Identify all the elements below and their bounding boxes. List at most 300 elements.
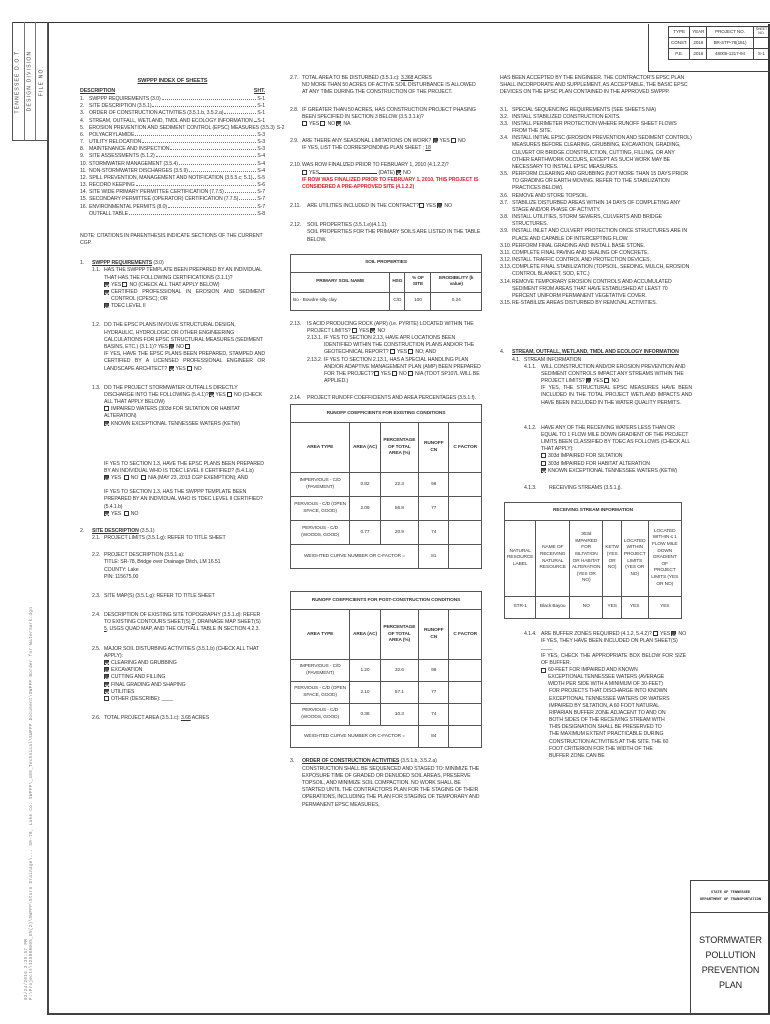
table-header: PRIMARY SOIL NAME — [291, 272, 390, 292]
tb-cell: 2016 — [690, 38, 707, 49]
table-row — [291, 704, 482, 726]
checkbox-final-grading[interactable] — [104, 682, 109, 687]
q-text: WILL CONSTRUCTION AND/OR EROSION PREVENTION AND SEDIMENT CONTROLS IMPACT ANY STREAMS WITHIN THE PROJECT LIMITS? — [541, 363, 686, 385]
plot-date: 02/24/2016 3:35:57 PM — [25, 938, 29, 1000]
leader-dots — [129, 211, 256, 215]
index-item — [80, 189, 265, 196]
index-num: 14. — [80, 189, 87, 196]
table-cell: WEIGHTED CURVE NUMBER OR C-FACTOR = — [291, 545, 419, 569]
table-cell: 74 — [418, 704, 449, 726]
table-cell: 1.20 — [350, 660, 381, 682]
q-num: 4.1.1. — [524, 363, 537, 370]
weighted-c — [449, 726, 482, 748]
checkbox-yes[interactable] — [390, 349, 395, 354]
receiving-stream-table — [504, 502, 682, 619]
table-row-weighted — [291, 545, 482, 569]
index-item — [80, 96, 265, 103]
q-num: 4.1.4. — [524, 631, 537, 638]
index-num: 15. — [80, 196, 87, 203]
q-text: MAJOR SOIL DISTURBING ACTIVITIES (3.5.1.b) (CHECK ALL THAT APPLY): — [104, 645, 259, 659]
sequence-text: RE-STABILIZE AREAS DISTURBED BY REMOVAL ACTIVITIES. — [512, 300, 657, 307]
sequence-text: REMOVE TEMPORARY EROSION CONTROLS AND ACCUMULATED SEDIMENT FROM AREAS THAT HAVE ESTABLISHED AT LEAST 70 PERCENT UNIFORM PERMANENT VEGETATIVE COVER. — [512, 278, 672, 299]
checkbox-no[interactable] — [124, 511, 129, 516]
index-sheet: S-5 — [257, 174, 265, 181]
q-num: 4.1.3. — [524, 484, 537, 491]
date-blank[interactable] — [319, 173, 377, 174]
table-header: LOCATED WITHIN ≤ 1 FLOW MILE DOWN GRADIENT OF PROJECT LIMITS (YES OR NO) — [648, 521, 682, 597]
tb-header-type: TYPE — [669, 27, 690, 38]
sequence-text: INSTALL INLET AND CULVERT PROTECTION ONCE STRUCTURES ARE IN PLACE AND CAPABLE OF INTERCEPTING FLOW. — [512, 228, 688, 242]
sequence-item — [500, 279, 692, 301]
index-sheet: S-1 — [257, 110, 265, 117]
q-text: TOTAL AREA TO BE DISTURBED (3.5.1.c): — [302, 75, 401, 81]
cb-label: NO — [176, 344, 184, 350]
table-cell: 0.77 — [350, 521, 381, 545]
section-title: SWPPP REQUIREMENTS — [92, 260, 153, 267]
index-label: SECONDARY PERMITTEE (OPERATOR) CERTIFICATION (7.7.5) — [89, 196, 239, 203]
q-num: 2.8. — [290, 106, 299, 113]
q-text: IS ACID PRODUCING ROCK (APR) (i.e. PYRITE) LOCATED WITHIN THE PROJECT LIMITS? — [307, 320, 474, 334]
question-2-4 — [92, 612, 265, 634]
index-title: SWPPP INDEX OF SHEETS — [137, 78, 208, 84]
table-cell: YES — [621, 597, 648, 619]
table-row — [291, 521, 482, 545]
sheet-border-left — [47, 22, 49, 1014]
checkbox-ketw[interactable] — [104, 421, 109, 426]
construction-sequence-list — [500, 107, 692, 308]
q-num: 2.13. — [290, 320, 302, 327]
checkbox-yes[interactable] — [374, 371, 379, 376]
table-header: AREA (AC) — [350, 610, 381, 660]
index-item — [80, 146, 265, 153]
cb-label: NO — [678, 631, 687, 638]
table-header: RUNOFF CN — [418, 610, 449, 660]
question-4-1-3 — [524, 485, 692, 492]
checkbox-yes[interactable] — [104, 511, 109, 516]
index-sheet: S-1 — [257, 117, 265, 124]
division-col — [25, 22, 37, 140]
cb-label: IMPAIRED WATERS (303d FOR SILTATION OR HABITAT ALTERATION) — [104, 406, 241, 420]
index-num: 11. — [80, 167, 87, 174]
index-label: SPILL PREVENTION, MANAGEMENT AND NOTIFICATION (3.5.5.c; 5.1) — [89, 174, 253, 181]
leader-dots — [142, 139, 256, 143]
index-num: 13. — [80, 182, 87, 189]
leader-dots — [254, 118, 257, 122]
table-header: HSG — [390, 272, 405, 292]
cb-label: YES — [111, 475, 122, 482]
weighted-cn: 84 — [418, 726, 449, 748]
index-label: EROSION PREVENTION AND SEDIMENT CONTROL (EPSC) MEASURES (3.5.3) — [89, 124, 275, 131]
question-2-13 — [290, 321, 482, 386]
section-title: ORDER OF CONSTRUCTION ACTIVITIES — [302, 758, 400, 765]
weighted-c — [449, 545, 482, 569]
cb-label: YES — [659, 631, 671, 638]
q-num: 2.1. — [92, 535, 101, 542]
index-sheet: S-8 — [257, 210, 265, 217]
table-caption: RUNOFF COEFFICIENTS FOR POST-CONSTRUCTION CONDITIONS — [291, 592, 482, 610]
table-cell: YES — [648, 597, 682, 619]
index-num: 1. — [80, 96, 85, 103]
soil-properties-table — [290, 254, 482, 311]
sequence-num: 3.2. — [500, 113, 509, 120]
tb-header-project: PROJECT NO. — [707, 27, 753, 38]
table-cell: PERVIOUS - C/D (WOODS, GOOD) — [291, 704, 350, 726]
table-cell — [449, 497, 482, 521]
checkbox-yes[interactable] — [104, 475, 109, 480]
plan-title-box — [690, 913, 770, 1013]
index-label: SITE ASSESSMENTS (5.1.2) — [89, 153, 155, 160]
index-sheet: S-7 — [257, 189, 265, 196]
checkbox-yes[interactable] — [169, 344, 174, 349]
checkbox-no[interactable] — [124, 475, 129, 480]
index-item — [80, 153, 265, 160]
checkbox-no[interactable] — [437, 203, 442, 208]
table-row-weighted — [291, 726, 482, 748]
cb-label: OTHER (DESCRIBE): ____ — [111, 695, 173, 702]
checkbox-no[interactable] — [396, 170, 401, 175]
checkbox-yes[interactable] — [169, 366, 174, 371]
file-path: P:\Projects\125008005_EN(2)\SWPPP\Storm Drainage\... SR-78, Lake Co. SWPPP\_400_Technical\SWPPP Document\SWPPP Border for Watermark.dgn — [30, 606, 34, 1000]
question-2-7 — [290, 75, 482, 97]
cb-label: NO — [457, 138, 466, 145]
q-text: IF YES TO SECTION 1.3, HAVE THE EPSC PLANS BEEN PREPARED BY AN INDIVIDUAL WHO IS TDEC LEVEL II CERTIFIED? (5.4.1.b) — [104, 460, 264, 474]
table-header: C FACTOR — [449, 610, 482, 660]
table-cell: 2.10 — [350, 682, 381, 704]
question-4-1 — [512, 357, 692, 364]
q-text: DO THE PROJECT STORMWATER OUTFALLS DIRECTLY DISCHARGE INTO THE FOLLOWING (5.4.1)? — [104, 384, 238, 398]
checkbox-yes[interactable] — [302, 170, 307, 175]
sequence-num: 3.10. — [500, 242, 512, 249]
cb-note: (CHECK ALL THAT APPLY BELOW) — [104, 391, 263, 406]
q-text: SITE MAP(S) (3.5.1.g): REFER TO TITLE SHEET — [104, 592, 215, 599]
index-item — [80, 182, 265, 189]
checkbox-utilities[interactable] — [104, 689, 109, 694]
q-text: IF YES TO SECTION 2.13, HAVE APR LOCATIONS BEEN IDENTIFIED WITHIN THE CONSTRUCTION PLANS AND/OR THE GEOTECHNICAL REPORT? — [324, 335, 475, 356]
checkbox-yes[interactable] — [302, 121, 307, 126]
plan-title-line: POLLUTION — [705, 950, 756, 961]
index-list — [80, 96, 285, 218]
agency-label: TENNESSEE D.O.T. — [14, 48, 21, 114]
checkbox-no[interactable] — [185, 344, 190, 349]
q-text: SOIL PROPERTIES FOR THE PRIMARY SOILS ARE LISTED IN THE TABLE BELOW. — [307, 229, 481, 243]
table-header: 303d IMPAIRED FOR SILTATION OR HABITAT ALTERATION (YES OR NO) — [570, 521, 603, 597]
division-label: DESIGN DIVISION — [26, 50, 33, 112]
checkbox-yes[interactable] — [433, 138, 438, 143]
index-item — [80, 161, 265, 168]
index-item — [80, 168, 265, 175]
department-label: DEPARTMENT OF TRANSPORTATION — [700, 897, 761, 902]
checkbox-no[interactable] — [408, 349, 413, 354]
q-text: TOTAL PROJECT AREA (3.5.1.c): — [104, 715, 181, 722]
q-text: RECEIVING STREAMS (3.5.1.j). — [549, 484, 622, 491]
cb-label: NO — [611, 378, 620, 385]
checkbox-no[interactable] — [604, 378, 609, 383]
leader-dots — [225, 189, 256, 193]
cb-label: YES — [359, 327, 370, 334]
tb-cell: P.E. — [669, 49, 690, 60]
file-no-label: FILE NO. — [38, 65, 45, 97]
cb-label: N/A (MAY 23, 2013 CGP EXEMPTION); AND — [148, 475, 249, 482]
index-item — [80, 204, 265, 211]
checkbox-no[interactable] — [671, 631, 676, 636]
cb-label: YES — [215, 391, 226, 398]
tb-cell: 48005-1217-94 — [707, 49, 753, 60]
q-text: IF YES TO SECTION 1.3, HAS THE SWPPP TEMPLATE BEEN PREPARED BY AN INDIVIDUAL WHO IS TDEC LEVEL II CERTIFIED? (5.4.1.b) — [104, 489, 263, 510]
cb-label: NO — [129, 281, 138, 288]
q-num: 2.4. — [92, 612, 101, 619]
table-header: ERODIBILITY (k value) — [431, 272, 482, 292]
table-row — [291, 497, 482, 521]
sequence-num: 3.9. — [500, 228, 509, 235]
cb-label: YES — [309, 120, 320, 127]
sequence-text: INSTALL PERIMETER PROTECTION WHERE RUNOFF SHEET FLOWS FROM THE SITE. — [512, 120, 677, 135]
section-1 — [80, 260, 265, 518]
q-text: STREAM INFORMATION — [524, 356, 582, 363]
sequence-item — [500, 300, 692, 307]
disturbed-area: 3.368 — [400, 75, 414, 81]
runoff-existing-table — [290, 404, 482, 569]
question-2-14 — [290, 395, 482, 402]
checkbox-other[interactable] — [104, 696, 109, 701]
table-header: AREA TYPE — [291, 610, 350, 660]
q-text: PROJECT LIMITS (3.5.1.g): REFER TO TITLE SHEET — [104, 535, 226, 542]
question-2-9 — [290, 138, 482, 152]
cb-label: NO — [233, 391, 242, 398]
checkbox-no[interactable] — [451, 138, 456, 143]
index-label: UTILITY RELOCATION — [89, 139, 142, 146]
cb-label: NO — [327, 120, 336, 127]
q-num: 2.11. — [290, 203, 301, 210]
sequence-item — [500, 214, 692, 228]
cb-label: NO — [193, 365, 202, 372]
table-cell: 22.3 — [380, 473, 418, 497]
checkbox-yes[interactable] — [653, 631, 658, 636]
checkbox-303d-siltation[interactable] — [541, 453, 546, 458]
q-text: HAVE ANY OF THE RECEIVING WATERS LESS THAN OR EQUAL TO 1 FLOW MILE DOWN GRADIENT OF THE PROJECT LIMITS BEEN CLASSIFIED BY TDEC AS FOLLOWS (CHECK ALL THAT APPLY): — [541, 424, 690, 453]
question-2-1 — [92, 535, 265, 542]
question-4-1-1 — [524, 364, 692, 407]
q-num: 2.6. — [92, 715, 101, 722]
table-cell: Black Bayou — [536, 597, 570, 619]
tb-header-sheet: SHEET NO. — [753, 27, 769, 38]
total-project-area: 3.68 — [180, 715, 191, 722]
table-row — [291, 682, 482, 704]
sequence-text: COMPLETE FINAL PAVING AND SEALING OF CONCRETE. — [512, 249, 649, 256]
sequence-num: 3.1. — [500, 106, 509, 113]
sequence-item — [500, 250, 692, 257]
q-text: IF GREATER THAN 50 ACRES, HAS CONSTRUCTION PROJECT PHASING BEEN SPECIFIED IN SECTION 3 BELOW (3.5.3.1.k)? — [302, 106, 476, 120]
index-label: NON-STORMWATER DISCHARGES (3.5.9) — [89, 167, 188, 174]
sequence-text: PERFORM FINAL GRADING AND INSTALL BASE STONE. — [512, 242, 645, 249]
sequence-item — [500, 228, 692, 242]
table-cell: 77 — [418, 682, 449, 704]
index-sheet: S-4 — [257, 167, 265, 174]
sequence-text: COMPLETE FINAL STABILIZATION (TOPSOIL, SEEDING, MULCH, EROSION CONTROL BLANKET, SOD, ETC.) — [512, 264, 690, 278]
index-label: SITE WIDE PRIMARY PERMITTEE CERTIFICATION (7.7.5) — [89, 189, 224, 196]
checkbox-cutting-filling[interactable] — [104, 674, 109, 679]
q-num: 2.14. — [290, 395, 302, 402]
plan-title-line: PREVENTION — [701, 965, 760, 975]
project-pin: PIN: 115675.00 — [104, 573, 139, 580]
checkbox-tdec-level-ii[interactable] — [104, 303, 109, 308]
agency-col — [13, 22, 25, 140]
index-sheet: S-2 — [276, 124, 285, 131]
sequence-item — [500, 200, 692, 214]
index-num: 7. — [80, 139, 85, 146]
index-num: 10. — [80, 160, 87, 167]
sheet-border-bottom — [47, 1013, 770, 1015]
checkbox-no[interactable] — [392, 371, 397, 376]
checkbox-cpesc[interactable] — [104, 290, 109, 295]
index-num: 5. — [80, 124, 85, 131]
leader-dots — [168, 204, 256, 208]
runoff-post-table — [290, 591, 482, 748]
checkbox-excavation[interactable] — [104, 667, 109, 672]
checkbox-na[interactable] — [408, 371, 413, 376]
sequence-text: SPECIAL SEQUENCING REQUIREMENTS (SEE SHEETS N/A) — [512, 106, 657, 113]
checkbox-yes[interactable] — [104, 282, 109, 287]
index-num: 4. — [80, 117, 85, 124]
cb-label: 303d IMPAIRED FOR HABITAT ALTERATION — [548, 460, 650, 467]
table-cell: 98 — [418, 473, 449, 497]
q-text: IF YES TO SECTION 2.13.1, HAS A SPECIAL HANDLING PLAN AND/OR ADAPTIVE MANAGEMENT PLAN (AMP) BEEN PREPARED FOR THE PROJECT? — [324, 356, 481, 377]
cb-label: NO — [444, 203, 452, 210]
table-cell: 57.1 — [380, 682, 418, 704]
cb-label: YES — [425, 203, 436, 210]
question-2-6 — [92, 715, 265, 722]
sequence-num: 3.15. — [500, 300, 512, 307]
section-number: 3. — [290, 758, 295, 765]
table-header: % OF SITE — [405, 272, 431, 292]
plan-title-line: STORMWATER — [699, 935, 762, 946]
index-label: ENVIRONMENTAL PERMITS (8.0) — [89, 203, 168, 210]
question-4-1-2 — [524, 425, 692, 475]
index-sheet: S-7 — [257, 203, 265, 210]
sequence-item — [500, 135, 692, 171]
checkbox-no[interactable] — [187, 366, 192, 371]
leader-dots — [179, 161, 256, 165]
table-cell: 0.82 — [350, 473, 381, 497]
table-cell: 98 — [418, 660, 449, 682]
sequence-num: 3.12. — [500, 257, 512, 264]
sequence-item — [500, 114, 692, 121]
index-sheet: S-3 — [257, 146, 265, 153]
checkbox-303d-habitat[interactable] — [541, 461, 546, 466]
question-2-5 — [92, 646, 265, 703]
q-num: 2.12. — [290, 222, 302, 229]
table-header: AREA (AC) — [350, 423, 381, 473]
sequence-num: 3.4. — [500, 135, 509, 142]
table-header: NATURAL RESOURCE LABEL — [505, 521, 536, 597]
q-num: 1.2. — [92, 322, 101, 329]
unit: ACRES — [413, 75, 432, 81]
checkbox-na[interactable] — [336, 121, 341, 126]
question-2-8 — [290, 107, 482, 129]
table-cell: 2.09 — [350, 497, 381, 521]
index-label: ORDER OF CONSTRUCTION ACTIVITIES (3.5.1.b, 3.5.2.a) — [89, 110, 224, 117]
table-row — [291, 292, 482, 310]
leader-dots — [156, 153, 257, 157]
q-text: IF YES, THEY HAVE BEEN INCLUDED ON PLAN SHEET(S) ____ — [541, 638, 678, 652]
checkbox-yes[interactable] — [419, 203, 424, 208]
project-county: COUNTY: Lake — [104, 566, 139, 573]
q-text: ARE BUFFER ZONES REQUIRED (4.1.2, 5.4.2)? — [541, 631, 652, 638]
tb-header-year: YEAR — [690, 27, 707, 38]
column-1 — [80, 78, 285, 722]
cb-label: NO — [130, 475, 139, 482]
cb-label: YES — [309, 169, 320, 176]
q-text: , USGS QUAD MAP, AND THE OUTFALL TABLE IN SECTION 4.2.3. — [106, 626, 260, 633]
q-text: IF YES, THE STRUCTURAL EPSC MEASURES HAVE BEEN INCLUDED IN THE TOTAL PROJECT WETLAND IMPACTS AND HAVE BEEN INCLUDED IN THE WATER QUALITY PERMITS. — [541, 385, 692, 406]
index-sheet: S-3 — [257, 139, 265, 146]
question-1-1 — [92, 267, 265, 310]
checkbox-yes[interactable] — [209, 392, 214, 397]
index-label: MAINTENANCE AND INSPECTION — [89, 146, 170, 153]
checkbox-no[interactable] — [370, 328, 375, 333]
index-item — [80, 196, 265, 203]
table-row — [291, 660, 482, 682]
q-num: 2.5. — [92, 645, 101, 652]
checkbox-no[interactable] — [122, 282, 127, 287]
question-2-3 — [92, 593, 265, 600]
checkbox-yes[interactable] — [352, 328, 357, 333]
index-sheet: S-4 — [257, 160, 265, 167]
q-text: IF YES, HAVE THE EPSC PLANS BEEN PREPARED, STAMPED AND CERTIFIED BY A LICENSED PROFESSIONAL ENGINEER OR LANDSCAPE ARCHITECT? — [104, 351, 265, 372]
index-num: 12. — [80, 174, 87, 181]
index-label: RECORD KEEPING — [89, 182, 135, 189]
index-num: 8. — [80, 146, 85, 153]
checkbox-clearing-grubbing[interactable] — [104, 660, 109, 665]
question-2-12 — [290, 222, 482, 244]
leader-dots — [135, 132, 256, 136]
checkbox-na[interactable] — [141, 475, 146, 480]
sheet-border-top — [12, 22, 770, 23]
checkbox-60ft-buffer[interactable] — [541, 668, 546, 673]
q-num: 4.1.2. — [524, 424, 537, 431]
cb-label: CERTIFIED PROFESSIONAL IN EROSION AND SEDIMENT CONTROL (CPESC); OR — [111, 288, 265, 303]
table-header: LOCATED WITHIN PROJECT LIMITS (YES OR NO) — [621, 521, 648, 597]
q-num: 1.3. — [92, 384, 101, 391]
table-cell: IMPERVIOUS - C/D (PAVEMENT) — [291, 660, 350, 682]
leader-dots — [239, 196, 256, 200]
sequence-item — [500, 257, 692, 264]
checkbox-yes[interactable] — [586, 378, 591, 383]
sequence-text: INSTALL TRAFFIC CONTROL AND PROTECTION DEVICES. — [512, 257, 651, 264]
checkbox-impaired-waters[interactable] — [104, 406, 109, 411]
cb-label: FINAL GRADING AND SHAPING — [111, 681, 186, 688]
checkbox-ketw[interactable] — [541, 468, 546, 473]
index-item — [80, 110, 265, 117]
sequence-item — [500, 171, 692, 193]
q-text: PROJECT RUNOFF COEFFICIENTS AND AREA PERCENTAGES (3.5.1.f). — [307, 395, 476, 402]
q-text: PROJECT DESCRIPTION (3.5.1.a): — [104, 552, 185, 559]
leader-dots — [152, 103, 256, 107]
index-label: SWPPP REQUIREMENTS (3.0) — [89, 96, 161, 103]
tb-cell: CONST. — [669, 38, 690, 49]
checkbox-no[interactable] — [320, 121, 325, 126]
index-item — [80, 103, 265, 110]
table-cell — [449, 682, 482, 704]
checkbox-no[interactable] — [227, 392, 232, 397]
table-cell: STR-1 — [505, 597, 536, 619]
cb-label: YES — [111, 510, 122, 517]
index-item — [80, 124, 285, 132]
q-num: 1.1. — [92, 267, 101, 274]
sheet-ref: 7 — [191, 619, 195, 626]
table-cell: WEIGHTED CURVE NUMBER OR C-FACTOR = — [291, 726, 419, 748]
sequence-text: INSTALL INITIAL EPSC (EROSION PREVENTION AND SEDIMENT CONTROL) MEASURES BEFORE CLEARING, GRUBBING, EXCAVATION, GRADING, CULVERT OR BRIDGE CONSTRUCTION, CUTTING, FILLING, OR ANY OTHER EARTHWORK OCCURS, EXCEPT AS SUCH WORK MAY BE NECESSARY TO INSTALL EPSC MEASURES. — [512, 135, 692, 170]
index-col-sheet: SHT. — [253, 87, 265, 94]
